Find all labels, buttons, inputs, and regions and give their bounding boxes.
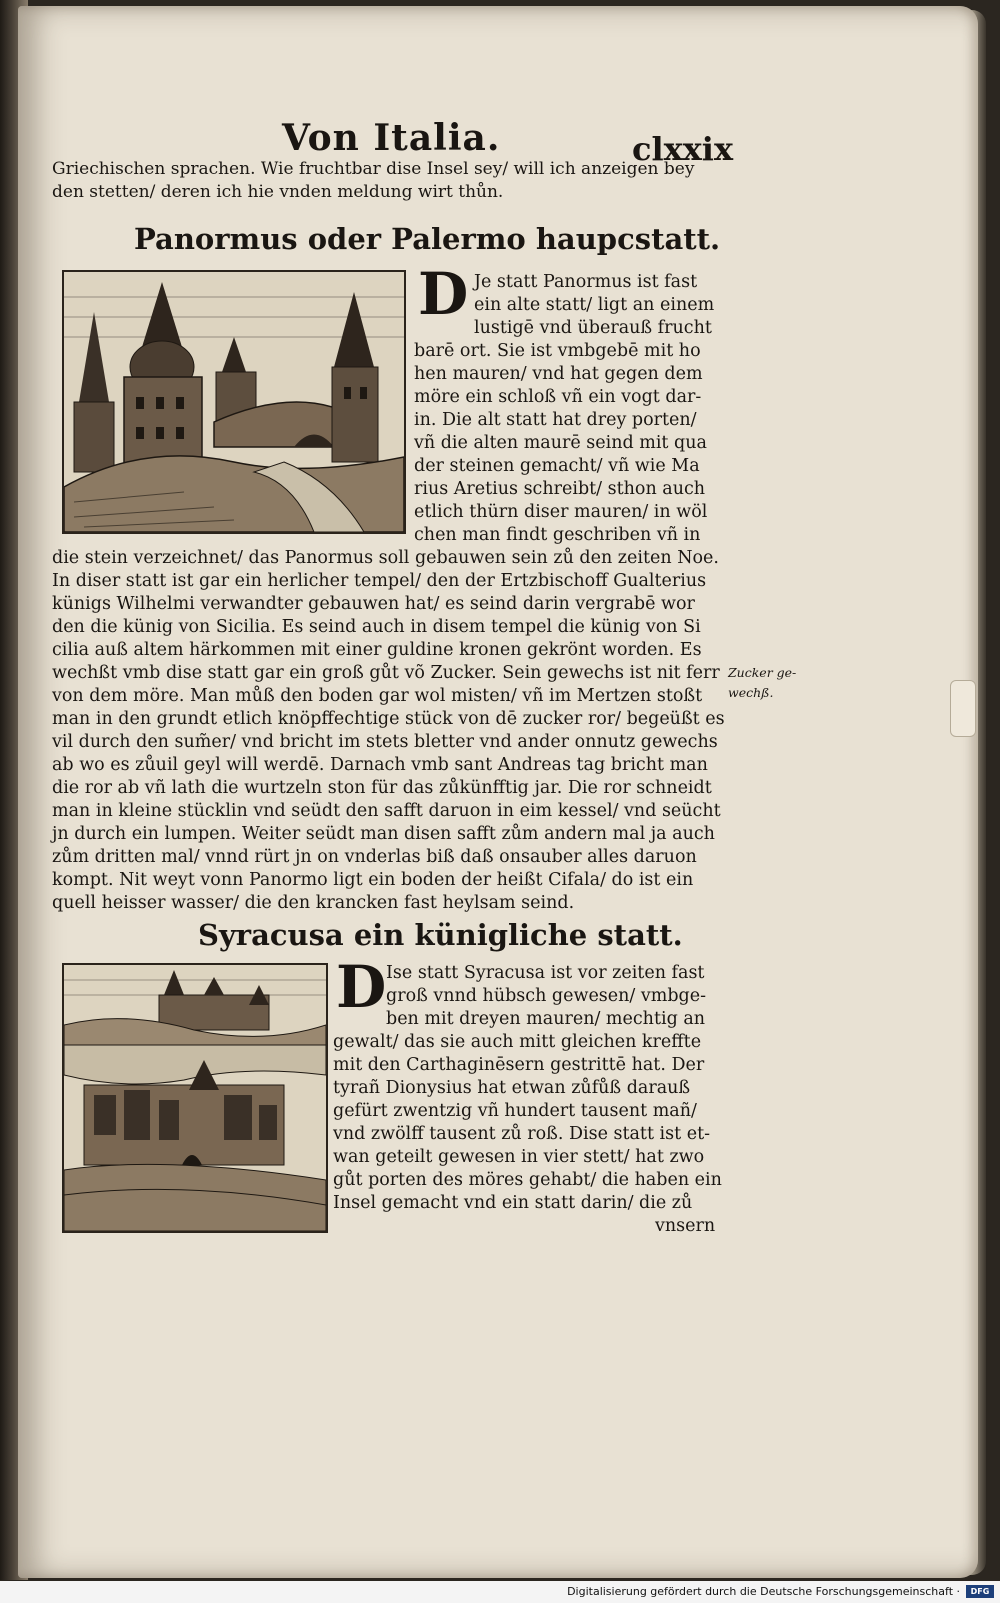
page-tab-marker [950,680,976,737]
margin-note-zucker-line1: Zucker ge- [728,665,797,680]
s1-full-line: den die künig von Sicilia. Es seind auch in disem tempel die künig von Si [52,617,701,637]
catchword: vnsern [655,1216,716,1236]
s2-beside-line: ben mit dreyen mauren/ mechtig an [386,1009,706,1029]
woodcut-syracusa-drawing [64,965,326,1231]
s1-beside-line: lustigē vnd überauß frucht [474,318,712,338]
intro-line-1: Griechischen sprachen. Wie fruchtbar dise Insel sey/ will ich anzeigen bey [52,159,695,179]
folio-number: clxxix [632,130,734,168]
dropcap-section2: D [336,953,387,1021]
s2-beside-line: gewalt/ das sie auch mitt gleichen kreffte [333,1032,702,1052]
s2-beside-line: tyrañ Dionysius hat etwan zůfůß darauß [333,1078,691,1098]
woodcut-palermo-illustration [62,270,406,534]
s1-beside-line: ein alte statt/ ligt an einem [474,295,715,315]
dropcap-section1: D [418,260,469,328]
s2-beside-line: Ise statt Syracusa ist vor zeiten fast [386,963,705,983]
s2-beside-line: vnd zwölff tausent zů roß. Dise statt ist et- [333,1124,711,1144]
footer-credit: Digitalisierung gefördert durch die Deutsche Forschungsgemeinschaft · [567,1585,960,1598]
running-head: Von Italia. [282,117,501,159]
digitization-footer [0,1581,1000,1603]
s1-full-line: wechßt vmb dise statt gar ein groß gůt võ Zucker. Sein gewechs ist nit ferr [52,663,720,683]
s2-beside-line: gefürt zwentzig vñ hundert tausent mañ/ [333,1101,697,1121]
s1-full-line: In diser statt ist gar ein herlicher tempel/ den der Ertzbischoff Gualterius [52,571,707,591]
s1-beside-line: rius Aretius schreibt/ sthon auch [414,479,706,499]
s1-full-line: von dem möre. Man můß den boden gar wol misten/ vñ im Mertzen stoßt [52,686,703,706]
woodcut-palermo-drawing [64,272,404,532]
s1-full-line: man in kleine stücklin vnd seüdt den safft daruon in eim kessel/ vnd seücht [52,801,721,821]
s1-full-line: kompt. Nit weyt vonn Panormo ligt ein boden der heißt Cifala/ do ist ein [52,870,694,890]
section-heading-syracusa: Syracusa ein künigliche statt. [198,918,683,952]
s1-full-line: quell heisser wasser/ die den krancken fast heylsam seind. [52,893,575,913]
s1-full-line: zům dritten mal/ vnnd rürt jn on vnderlas biß daß onsauber alles daruon [52,847,697,867]
woodcut-syracusa-illustration [62,963,328,1233]
s1-full-line: vil durch den sum̃er/ vnd bricht im stets bletter vnd ander onnutz gewechs [52,732,718,752]
s1-full-line: ab wo es zůuil geyl will werdē. Darnach vmb sant Andreas tag bricht man [52,755,708,775]
dfg-logo: DFG [966,1585,994,1598]
s2-beside-line: gůt porten des möres gehabt/ die haben ein [333,1170,722,1190]
s2-beside-line: Insel gemacht vnd ein statt darin/ die zů [333,1193,693,1213]
margin-note-zucker-line2: wechß. [728,685,774,700]
s1-beside-line: chen man findt geschriben vñ in [414,525,701,545]
s1-beside-line: hen mauren/ vnd hat gegen dem [414,364,703,384]
s1-full-line: jn durch ein lumpen. Weiter seüdt man disen safft zům andern mal ja auch [52,824,715,844]
s1-beside-line: Je statt Panormus ist fast [474,272,698,292]
s2-beside-line: wan geteilt gewesen in vier stett/ hat zwo [333,1147,705,1167]
s1-full-line: die stein verzeichnet/ das Panormus soll gebauwen sein zů den zeiten Noe. [52,548,719,568]
s2-beside-line: groß vnnd hübsch gewesen/ vmbge- [386,986,707,1006]
section-heading-panormus: Panormus oder Palermo haupcstatt. [134,222,721,256]
s1-beside-line: der steinen gemacht/ vñ wie Ma [414,456,700,476]
s1-full-line: cilia auß altem härkommen mit einer guldine kronen gekrönt worden. Es [52,640,702,660]
s1-full-line: man in den grundt etlich knöpffechtige stück von dē zucker ror/ begeüßt es [52,709,725,729]
s1-beside-line: barē ort. Sie ist vmbgebē mit ho [414,341,701,361]
s1-beside-line: in. Die alt statt hat drey porten/ [414,410,697,430]
s1-beside-line: möre ein schloß vñ ein vogt dar- [414,387,702,407]
s1-beside-line: vñ die alten maurē seind mit qua [414,433,707,453]
s1-full-line: künigs Wilhelmi verwandter gebauwen hat/ es seind darin vergrabē wor [52,594,695,614]
s2-beside-line: mit den Carthaginēsern gestrittē hat. Der [333,1055,705,1075]
intro-line-2: den stetten/ deren ich hie vnden meldung wirt thůn. [52,182,504,202]
s1-beside-line: etlich thürn diser mauren/ in wöl [414,502,708,522]
s1-full-line: die ror ab vñ lath die wurtzeln ston für das zůkünfftig jar. Die ror schneidt [52,778,712,798]
